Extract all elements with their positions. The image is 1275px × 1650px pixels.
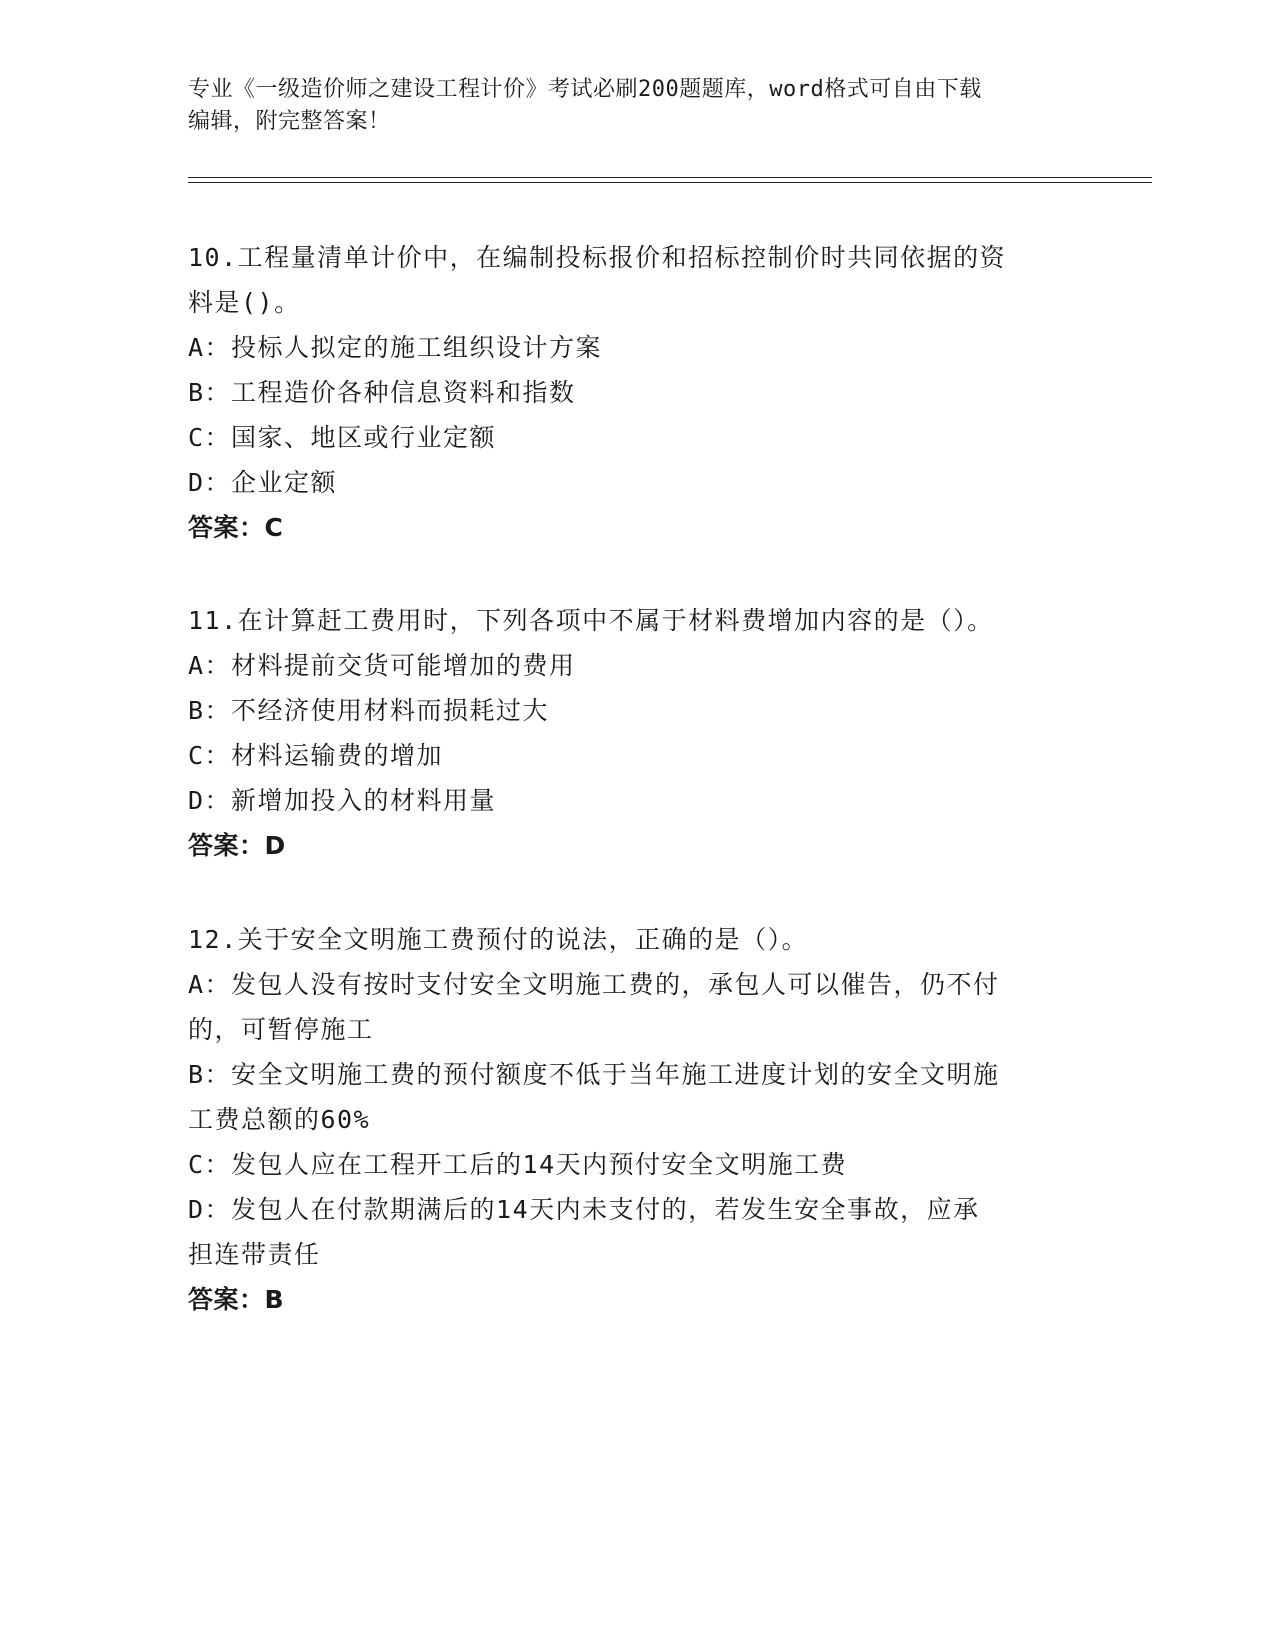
header-line-2: 编辑，附完整答案！ <box>188 109 391 134</box>
answer-label: 答案：D <box>188 831 286 860</box>
header-line-1: 专业《一级造价师之建设工程计价》考试必刷200题题库，word格式可自由下载 <box>188 77 982 102</box>
document-header <box>188 74 1068 138</box>
question-stem-line: 料是()。 <box>188 288 301 317</box>
option-d-continued: 担连带责任 <box>188 1240 321 1269</box>
option-c: C：材料运输费的增加 <box>188 741 444 770</box>
option-a-continued: 的，可暂停施工 <box>188 1015 374 1044</box>
option-b-continued: 工费总额的60% <box>188 1105 371 1134</box>
question-stem-line: 12.关于安全文明施工费预付的说法，正确的是（）。 <box>188 925 809 954</box>
option-b: B：工程造价各种信息资料和指数 <box>188 378 576 407</box>
header-divider-bottom <box>188 182 1152 183</box>
option-a: A：材料提前交货可能增加的费用 <box>188 651 576 680</box>
question-stem-line: 10.工程量清单计价中，在编制投标报价和招标控制价时共同依据的资 <box>188 243 1007 272</box>
answer-label: 答案：B <box>188 1285 285 1314</box>
option-b: B：不经济使用材料而损耗过大 <box>188 696 550 725</box>
option-d: D：发包人在付款期满后的14天内未支付的，若发生安全事故，应承 <box>188 1195 980 1224</box>
question-11 <box>188 598 1068 868</box>
option-d: D：企业定额 <box>188 468 338 497</box>
option-a: A：发包人没有按时支付安全文明施工费的，承包人可以催告，仍不付 <box>188 970 1000 999</box>
option-a: A：投标人拟定的施工组织设计方案 <box>188 333 603 362</box>
question-12 <box>188 917 1068 1322</box>
header-divider-top <box>188 177 1152 178</box>
question-10 <box>188 235 1068 550</box>
option-b: B：安全文明施工费的预付额度不低于当年施工进度计划的安全文明施 <box>188 1060 1000 1089</box>
option-c: C：发包人应在工程开工后的14天内预付安全文明施工费 <box>188 1150 848 1179</box>
option-d: D：新增加投入的材料用量 <box>188 786 497 815</box>
question-stem-line: 11.在计算赶工费用时，下列各项中不属于材料费增加内容的是（）。 <box>188 606 994 635</box>
option-c: C：国家、地区或行业定额 <box>188 423 497 452</box>
answer-label: 答案：C <box>188 513 284 542</box>
